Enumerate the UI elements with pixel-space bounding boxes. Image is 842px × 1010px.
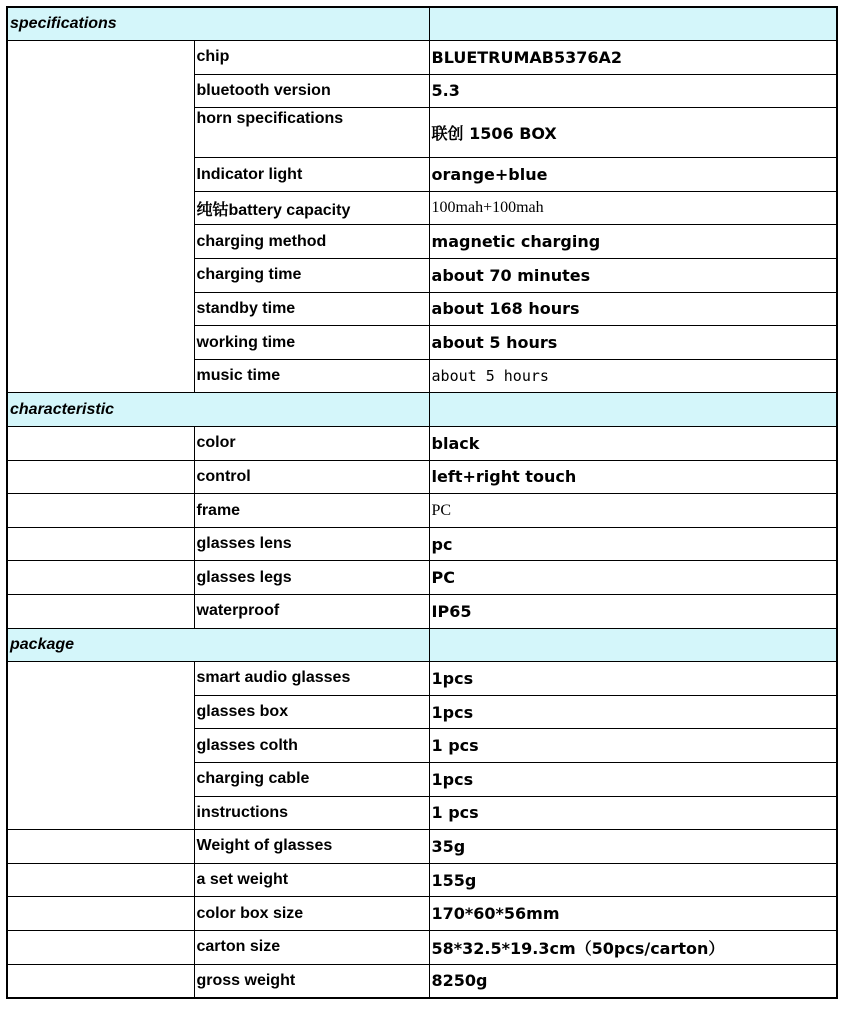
spec-key: instructions xyxy=(194,796,429,830)
group-blank-cell xyxy=(7,460,194,494)
spec-value: 1pcs xyxy=(429,762,837,796)
group-blank-cell xyxy=(7,41,194,393)
spec-value: about 168 hours xyxy=(429,292,837,326)
spec-key: glasses lens xyxy=(194,527,429,561)
spec-value: 58*32.5*19.3cm（50pcs/carton） xyxy=(429,930,837,964)
spec-key: charging method xyxy=(194,225,429,259)
spec-key: charging cable xyxy=(194,762,429,796)
spec-value: 5.3 xyxy=(429,74,837,108)
table-row xyxy=(7,460,837,494)
table-row xyxy=(7,662,837,696)
spec-key: a set weight xyxy=(194,863,429,897)
table-row xyxy=(7,830,837,864)
spec-key: working time xyxy=(194,326,429,360)
spec-sheet-table xyxy=(6,6,838,999)
section-title-characteristic: characteristic xyxy=(7,393,429,427)
table-row xyxy=(7,427,837,461)
spec-value: 1 pcs xyxy=(429,796,837,830)
section-title-specifications: specifications xyxy=(7,7,429,41)
section-header-blank xyxy=(429,393,837,427)
table-row xyxy=(7,930,837,964)
spec-key: frame xyxy=(194,494,429,528)
spec-key: glasses legs xyxy=(194,561,429,595)
spec-key: charging time xyxy=(194,259,429,293)
spec-key: horn specifications xyxy=(194,108,429,158)
table-row xyxy=(7,527,837,561)
table-row xyxy=(7,41,837,75)
spec-key: carton size xyxy=(194,930,429,964)
spec-value: 联创 1506 BOX xyxy=(429,108,837,158)
section-header-specifications xyxy=(7,7,837,41)
spec-key: standby time xyxy=(194,292,429,326)
table-row xyxy=(7,561,837,595)
spec-key: bluetooth version xyxy=(194,74,429,108)
group-blank-cell xyxy=(7,427,194,461)
spec-key: color xyxy=(194,427,429,461)
spec-value: BLUETRUMAB5376A2 xyxy=(429,41,837,75)
spec-value: left+right touch xyxy=(429,460,837,494)
spec-value: magnetic charging xyxy=(429,225,837,259)
group-blank-cell xyxy=(7,930,194,964)
group-blank-cell xyxy=(7,494,194,528)
spec-key: glasses box xyxy=(194,695,429,729)
spec-value: orange+blue xyxy=(429,158,837,192)
spec-value: about 70 minutes xyxy=(429,259,837,293)
section-header-characteristic xyxy=(7,393,837,427)
spec-key: chip xyxy=(194,41,429,75)
spec-value: about 5 hours xyxy=(429,326,837,360)
spec-value: 155g xyxy=(429,863,837,897)
spec-value: PC xyxy=(429,561,837,595)
table-row xyxy=(7,494,837,528)
group-blank-cell xyxy=(7,830,194,864)
spec-key: Indicator light xyxy=(194,158,429,192)
group-blank-cell xyxy=(7,964,194,998)
spec-value: 1pcs xyxy=(429,695,837,729)
section-header-blank xyxy=(429,7,837,41)
group-blank-cell xyxy=(7,897,194,931)
spec-key: color box size xyxy=(194,897,429,931)
spec-value: 1pcs xyxy=(429,662,837,696)
group-blank-cell xyxy=(7,595,194,629)
table-row xyxy=(7,897,837,931)
group-blank-cell xyxy=(7,662,194,830)
group-blank-cell xyxy=(7,863,194,897)
section-header-blank xyxy=(429,628,837,662)
spec-key: music time xyxy=(194,359,429,393)
table-row xyxy=(7,863,837,897)
spec-key: smart audio glasses xyxy=(194,662,429,696)
spec-key: waterproof xyxy=(194,595,429,629)
spec-key: control xyxy=(194,460,429,494)
table-row xyxy=(7,595,837,629)
spec-key: Weight of glasses xyxy=(194,830,429,864)
spec-key: glasses colth xyxy=(194,729,429,763)
spec-value: 35g xyxy=(429,830,837,864)
group-blank-cell xyxy=(7,527,194,561)
spec-value: IP65 xyxy=(429,595,837,629)
table-row xyxy=(7,964,837,998)
section-header-package xyxy=(7,628,837,662)
spec-key: 纯钴battery capacity xyxy=(194,191,429,225)
spec-value: 100mah+100mah xyxy=(429,191,837,225)
spec-value: 8250g xyxy=(429,964,837,998)
spec-value: black xyxy=(429,427,837,461)
group-blank-cell xyxy=(7,561,194,595)
section-title-package: package xyxy=(7,628,429,662)
spec-value: about 5 hours xyxy=(429,359,837,393)
spec-key: gross weight xyxy=(194,964,429,998)
spec-value: 1 pcs xyxy=(429,729,837,763)
spec-value: pc xyxy=(429,527,837,561)
spec-value: PC xyxy=(429,494,837,528)
spec-value: 170*60*56mm xyxy=(429,897,837,931)
